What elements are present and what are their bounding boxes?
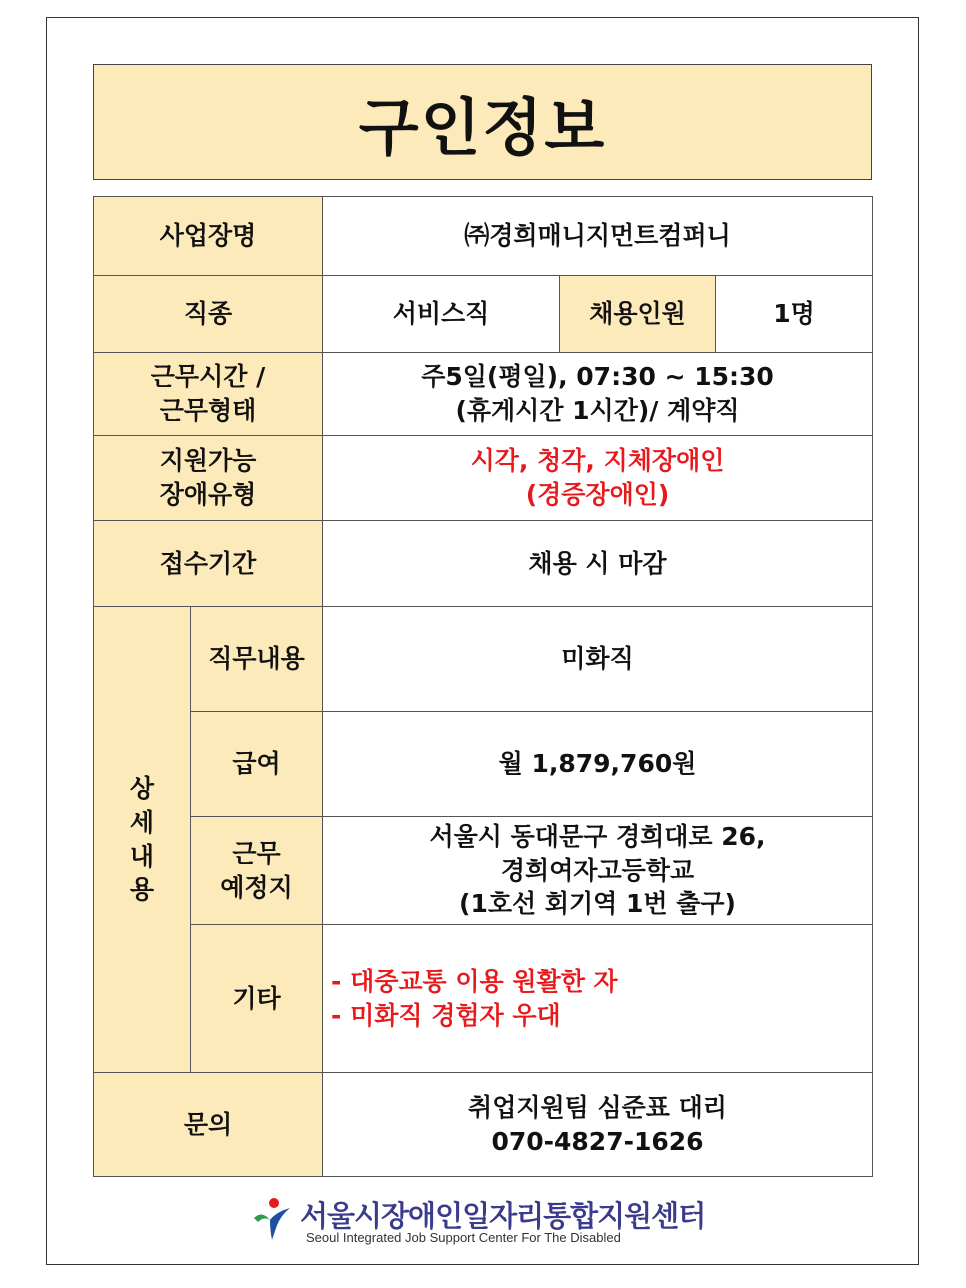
- page-title: 구인정보: [358, 90, 607, 164]
- location-label-line2: 예정지: [220, 872, 293, 902]
- work-hours-value: [323, 353, 873, 436]
- job-info-table: [93, 196, 873, 1177]
- duty-value: 미화직: [323, 607, 873, 712]
- job-type-value: 서비스직: [323, 276, 560, 353]
- row-contact: [94, 1073, 873, 1177]
- title-banner: [93, 64, 872, 180]
- details-char-1: 상: [129, 774, 155, 803]
- contact-name: 취업지원팀 심준표 대리: [468, 1092, 727, 1122]
- company-label: 사업장명: [94, 197, 323, 276]
- disability-value-line1: 시각, 청각, 지체장애인: [470, 446, 725, 476]
- contact-value: [323, 1073, 873, 1177]
- salary-label: 급여: [191, 712, 323, 817]
- etc-line1: - 대중교통 이용 원활한 자: [331, 966, 618, 996]
- org-english-name: Seoul Integrated Job Support Center For The Disabled: [306, 1230, 621, 1245]
- location-value-line2: 경희여자고등학교: [500, 855, 695, 885]
- row-etc: [94, 925, 873, 1073]
- location-value: [323, 817, 873, 925]
- row-company: [94, 197, 873, 276]
- details-char-2: 세: [129, 807, 155, 837]
- contact-label: 문의: [94, 1073, 323, 1177]
- etc-line2: - 미화직 경험자 우대: [331, 1000, 561, 1030]
- row-job-type: [94, 276, 873, 353]
- location-label-line1: 근무: [232, 838, 281, 868]
- work-hours-label-line2: 근무형태: [159, 396, 257, 425]
- footer-logo-block: [250, 1194, 720, 1250]
- work-hours-value-line1: 주5일(평일), 07:30 ~ 15:30: [421, 362, 774, 392]
- job-type-label: 직종: [94, 276, 323, 353]
- details-char-4: 용: [129, 875, 155, 905]
- org-name: 서울시장애인일자리통합지원센터: [300, 1199, 706, 1233]
- location-value-line1: 서울시 동대문구 경희대로 26,: [429, 821, 766, 851]
- salary-value: 월 1,879,760원: [323, 712, 873, 817]
- disability-label: [94, 436, 323, 521]
- row-work-hours: [94, 353, 873, 436]
- row-disability: [94, 436, 873, 521]
- etc-value: [323, 925, 873, 1073]
- org-logo-icon: [250, 1194, 298, 1242]
- row-location: [94, 817, 873, 925]
- duty-label: 직무내용: [191, 607, 323, 712]
- etc-label: 기타: [191, 925, 323, 1073]
- company-value: ㈜경희매니지먼트컴퍼니: [323, 197, 873, 276]
- contact-phone: 070-4827-1626: [491, 1126, 704, 1156]
- hires-label: 채용인원: [560, 276, 716, 353]
- location-label: [191, 817, 323, 925]
- work-hours-label: [94, 353, 323, 436]
- work-hours-label-line1: 근무시간 /: [150, 362, 266, 392]
- hires-value: 1명: [716, 276, 873, 353]
- row-duty: [94, 607, 873, 712]
- work-hours-value-line2: (휴게시간 1시간)/ 계약직: [455, 396, 740, 425]
- row-period: [94, 521, 873, 607]
- disability-value-line2: (경증장애인): [525, 480, 670, 509]
- disability-value: [323, 436, 873, 521]
- details-group-label: [94, 607, 191, 1073]
- period-label: 접수기간: [94, 521, 323, 607]
- details-char-3: 내: [129, 841, 155, 871]
- disability-label-line2: 장애유형: [159, 480, 257, 509]
- disability-label-line1: 지원가능: [159, 446, 257, 476]
- location-value-line3: (1호선 회기역 1번 출구): [459, 889, 736, 919]
- period-value: 채용 시 마감: [323, 521, 873, 607]
- row-salary: [94, 712, 873, 817]
